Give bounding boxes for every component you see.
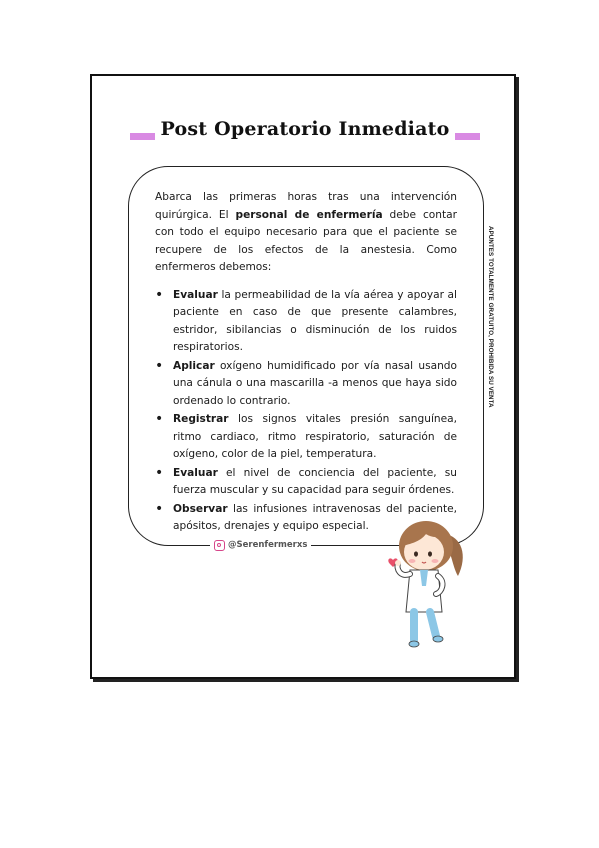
list-item	[155, 358, 457, 411]
social-handle	[210, 538, 311, 552]
side-note-text: APUNTES TOTALMENTE GRATUITO, PROHIBIDA SU VENTA	[487, 226, 494, 408]
item-text: oxígeno humidificado por vía nasal usando una cánula o una mascarilla -a menos que haya sido ordenado lo contrario.	[173, 359, 457, 407]
item-text: la permeabilidad de la vía aérea y apoyar al paciente en caso de que presente calambres, estridor, sibilancias o disminución de los ruidos respiratorios.	[173, 288, 457, 353]
nurse-illustration	[382, 516, 482, 666]
handle-text: @Serenfermerxs	[228, 540, 308, 550]
item-keyword: Registrar	[173, 413, 229, 425]
action-list	[155, 287, 457, 536]
item-text: el nivel de conciencia del paciente, su fuerza muscular y su capacidad para seguir órdenes.	[173, 466, 457, 496]
list-item	[155, 287, 457, 357]
instagram-icon	[214, 540, 225, 551]
list-item	[155, 465, 457, 500]
document-page	[90, 74, 516, 679]
item-text: los signos vitales presión sanguínea, ritmo cardiaco, ritmo respiratorio, saturación de oxígeno, color de la piel, temperatura.	[173, 413, 457, 460]
item-keyword: Evaluar	[173, 466, 218, 479]
intro-paragraph: Abarca las primeras horas tras una intervención quirúrgica. El personal de enfermería debe contar con todo el equipo necesario para que el paciente se recupere de los efectos de la anestesia. Como enfermeros debemos:	[155, 191, 457, 273]
title-banner	[130, 118, 480, 146]
list-item	[155, 411, 457, 464]
item-text: las infusiones intravenosas del paciente, apósitos, drenajes y equipo especial.	[173, 502, 457, 532]
item-keyword: Evaluar	[173, 288, 218, 301]
item-keyword: Aplicar	[173, 359, 215, 372]
item-keyword: Observar	[173, 502, 228, 515]
side-note	[482, 226, 494, 466]
intro-highlight: personal de enfermería	[235, 208, 383, 221]
page-title: Post Operatorio Inmediato	[155, 118, 456, 140]
content-box	[128, 166, 484, 546]
